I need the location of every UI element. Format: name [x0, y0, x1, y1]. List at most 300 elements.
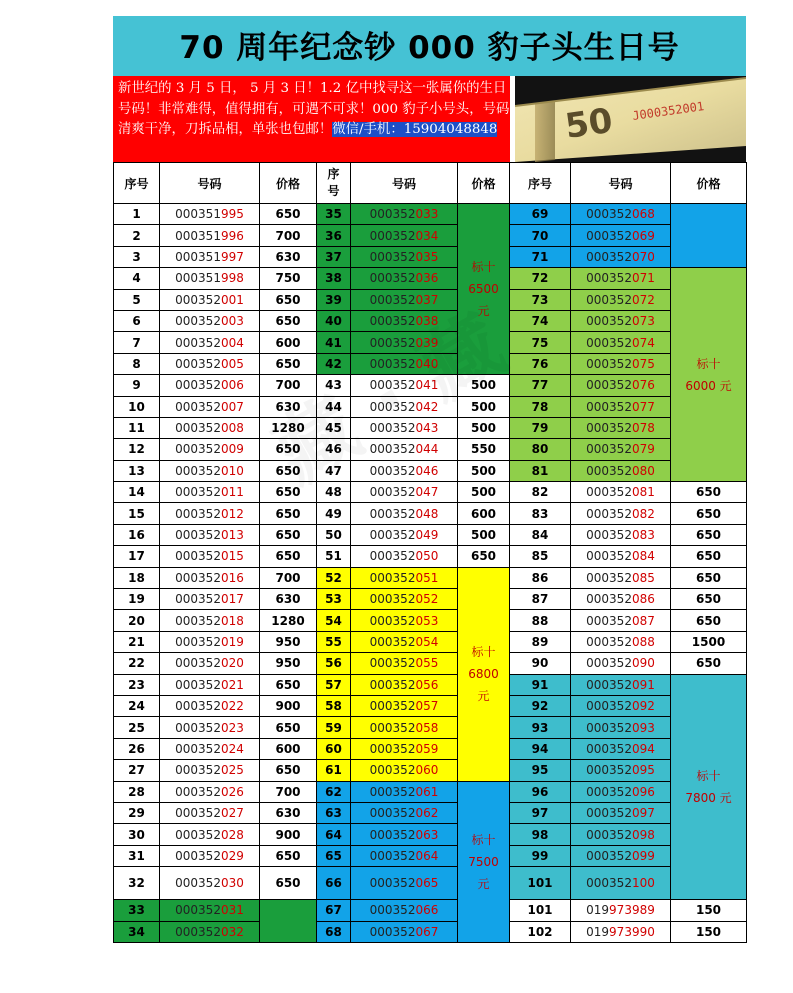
serial-suffix: 044: [415, 442, 439, 457]
serial-suffix: 093: [631, 720, 655, 735]
serial-number: [571, 546, 671, 567]
serial-number: [571, 310, 671, 331]
serial-number: [160, 867, 260, 900]
serial-index: 68: [317, 921, 351, 942]
unit-price: 500: [458, 460, 510, 481]
serial-index: 86: [510, 567, 571, 588]
lot-price: 标十 7800 元: [671, 674, 747, 900]
serial-prefix: 000352: [175, 827, 221, 842]
serial-suffix: 084: [631, 549, 655, 564]
serial-suffix: 075: [631, 356, 655, 371]
table-row: [114, 631, 747, 652]
table-row: [114, 396, 747, 417]
table-row: [114, 781, 747, 802]
unit-price: 650: [671, 546, 747, 567]
unit-price: 700: [260, 567, 317, 588]
serial-prefix: 000352: [175, 549, 221, 564]
serial-prefix: 000352: [175, 335, 221, 350]
unit-price: 700: [260, 781, 317, 802]
serial-index: 39: [317, 289, 351, 310]
serial-suffix: 057: [415, 699, 439, 714]
serial-prefix: 000352: [369, 271, 416, 286]
header-price-2: 价格: [458, 163, 510, 204]
serial-suffix: 067: [415, 924, 439, 939]
serial-prefix: 000352: [586, 763, 632, 778]
table-row: [114, 225, 747, 246]
serial-number: [160, 353, 260, 374]
serial-index: 83: [510, 503, 571, 524]
table-row: [114, 246, 747, 267]
serial-prefix: 000352: [369, 876, 416, 891]
serial-number: [571, 246, 671, 267]
unit-price: 1280: [260, 417, 317, 438]
serial-prefix: 000352: [175, 741, 221, 756]
serial-index: 51: [317, 546, 351, 567]
serial-prefix: 000352: [369, 635, 416, 649]
serial-prefix: 000352: [369, 356, 416, 371]
serial-index: 102: [510, 921, 571, 942]
serial-number: [351, 417, 458, 438]
serial-prefix: 000352: [586, 378, 632, 393]
lot-price: [260, 900, 317, 943]
serial-prefix: 000352: [369, 207, 416, 222]
serial-suffix: 056: [415, 677, 439, 692]
serial-suffix: 025: [220, 763, 244, 778]
serial-index: 18: [114, 567, 160, 588]
serial-suffix: 049: [415, 528, 439, 543]
table-row: [114, 802, 747, 823]
serial-prefix: 000352: [175, 485, 221, 500]
table-row: [114, 524, 747, 545]
serial-suffix: 052: [415, 592, 439, 607]
serial-index: 25: [114, 717, 160, 738]
serial-prefix: 000352: [175, 356, 221, 371]
unit-price: 630: [260, 396, 317, 417]
serial-prefix: 000352: [586, 506, 632, 521]
serial-index: 46: [317, 439, 351, 460]
serial-number: [160, 439, 260, 460]
serial-prefix: 000352: [586, 356, 632, 371]
serial-prefix: 000352: [586, 249, 632, 264]
serial-suffix: 001: [220, 292, 244, 307]
serial-suffix: 016: [220, 570, 244, 585]
serial-number: [160, 524, 260, 545]
serial-suffix: 024: [220, 741, 244, 756]
serial-number: [351, 524, 458, 545]
serial-number: [160, 246, 260, 267]
serial-suffix: 100: [631, 876, 655, 891]
serial-index: 41: [317, 332, 351, 353]
table-row: [114, 289, 747, 310]
serial-number: [351, 845, 458, 866]
serial-number: [351, 439, 458, 460]
serial-suffix: 082: [631, 506, 655, 521]
unit-price: 630: [260, 802, 317, 823]
serial-prefix: 000352: [175, 399, 221, 414]
serial-number: [571, 653, 671, 674]
serial-index: 84: [510, 524, 571, 545]
serial-prefix: 000352: [586, 421, 632, 436]
lot-price: [671, 204, 747, 268]
serial-index: 21: [114, 631, 160, 652]
serial-index: 53: [317, 589, 351, 610]
unit-price: 550: [458, 439, 510, 460]
lot-price: 标十 6500 元: [458, 204, 510, 375]
serial-number: [160, 204, 260, 225]
table-row: [114, 482, 747, 503]
serial-prefix: 000352: [369, 228, 416, 243]
serial-suffix: 031: [220, 903, 244, 918]
serial-number: [571, 589, 671, 610]
serial-suffix: 077: [631, 399, 655, 414]
serial-suffix: 028: [220, 827, 244, 842]
serial-number: [571, 268, 671, 289]
table-row: [114, 567, 747, 588]
serial-index: 17: [114, 546, 160, 567]
table-row: [114, 900, 747, 921]
serial-index: 65: [317, 845, 351, 866]
serial-number: [351, 717, 458, 738]
serial-prefix: 000352: [586, 848, 632, 863]
serial-suffix: 095: [631, 763, 655, 778]
serial-number: [351, 921, 458, 942]
serial-prefix: 000352: [369, 335, 416, 350]
serial-suffix: 085: [631, 570, 655, 585]
serial-suffix: 079: [631, 442, 655, 457]
serial-number: [571, 674, 671, 695]
serial-prefix: 000352: [175, 848, 221, 863]
serial-index: 40: [317, 310, 351, 331]
serial-suffix: 015: [220, 549, 244, 564]
serial-suffix: 096: [631, 784, 655, 799]
serial-number: [571, 567, 671, 588]
unit-price: 650: [260, 845, 317, 866]
serial-number: [351, 246, 458, 267]
serial-index: 42: [317, 353, 351, 374]
serial-index: 49: [317, 503, 351, 524]
unit-price: 650: [260, 310, 317, 331]
serial-number: [160, 760, 260, 781]
unit-price: 650: [260, 439, 317, 460]
serial-number: [351, 653, 458, 674]
serial-number: [160, 482, 260, 503]
serial-suffix: 030: [220, 876, 244, 891]
serial-index: 52: [317, 567, 351, 588]
serial-suffix: 065: [415, 876, 439, 891]
serial-number: [160, 921, 260, 942]
serial-prefix: 000352: [369, 485, 416, 500]
serial-prefix: 000352: [175, 903, 221, 918]
serial-index: 57: [317, 674, 351, 695]
serial-suffix: 074: [631, 335, 655, 350]
unit-price: 650: [260, 482, 317, 503]
serial-prefix: 000352: [586, 485, 632, 500]
serial-suffix: 091: [631, 677, 655, 692]
table-row: [114, 674, 747, 695]
serial-index: 90: [510, 653, 571, 674]
serial-number: [571, 289, 671, 310]
serial-prefix: 000352: [586, 314, 632, 329]
serial-prefix: 000352: [369, 463, 416, 478]
serial-number: [571, 845, 671, 866]
serial-number: [351, 460, 458, 481]
table-row: [114, 204, 747, 225]
serial-number: [571, 695, 671, 716]
serial-prefix: 000352: [175, 876, 221, 891]
serial-suffix: 021: [220, 677, 244, 692]
serial-prefix: 000352: [175, 292, 221, 307]
serial-index: 48: [317, 482, 351, 503]
unit-price: 600: [260, 738, 317, 759]
serial-suffix: 026: [220, 784, 244, 799]
serial-prefix: 000352: [369, 613, 416, 628]
serial-index: 31: [114, 845, 160, 866]
serial-number: [160, 503, 260, 524]
serial-index: 73: [510, 289, 571, 310]
serial-suffix: 081: [631, 485, 655, 500]
serial-suffix: 996: [220, 228, 244, 243]
serial-suffix: 087: [631, 613, 655, 628]
serial-prefix: 000352: [175, 314, 221, 329]
unit-price: 750: [260, 268, 317, 289]
header-seq-3: 序号: [510, 163, 571, 204]
serial-suffix: 043: [415, 421, 439, 436]
unit-price: 650: [671, 482, 747, 503]
serial-prefix: 000352: [586, 399, 632, 414]
serial-prefix: 000352: [369, 506, 416, 521]
serial-number: [160, 396, 260, 417]
serial-prefix: 000351: [175, 228, 221, 243]
serial-number: [160, 460, 260, 481]
serial-number: [351, 396, 458, 417]
serial-index: 85: [510, 546, 571, 567]
serial-suffix: 973989: [609, 903, 655, 918]
unit-price: 700: [260, 225, 317, 246]
serial-number: [571, 204, 671, 225]
serial-prefix: 000352: [369, 924, 416, 939]
serial-suffix: 012: [220, 506, 244, 521]
unit-price: 630: [260, 246, 317, 267]
serial-number: [160, 674, 260, 695]
serial-number: [160, 695, 260, 716]
serial-index: 14: [114, 482, 160, 503]
serial-index: 75: [510, 332, 571, 353]
serial-number: [351, 375, 458, 396]
serial-index: 3: [114, 246, 160, 267]
unit-price: 650: [260, 867, 317, 900]
serial-prefix: 000351: [175, 271, 221, 286]
serial-number: [351, 802, 458, 823]
table-row: [114, 738, 747, 759]
serial-suffix: 068: [631, 207, 655, 222]
serial-prefix: 000352: [369, 592, 416, 607]
table-row: [114, 417, 747, 438]
page-title: 70 周年纪念钞 000 豹子头生日号: [113, 16, 746, 76]
serial-prefix: 000352: [586, 335, 632, 350]
serial-suffix: 071: [631, 271, 655, 286]
serial-suffix: 973990: [609, 924, 655, 939]
unit-price: 650: [260, 524, 317, 545]
unit-price: 650: [671, 610, 747, 631]
serial-index: 101: [510, 900, 571, 921]
serial-index: 70: [510, 225, 571, 246]
serial-index: 5: [114, 289, 160, 310]
unit-price: 900: [260, 824, 317, 845]
serial-prefix: 000352: [586, 528, 632, 543]
serial-number: [571, 332, 671, 353]
notice-text: 新世纪的 3 月 5 日， 5 月 3 日！1.2 亿中找寻这一张属你的生日号码！非常难得，值得拥有，可遇不可求！000 豹子小号头，号码清爽干净，刀拆品相，单张也包邮！: [118, 81, 510, 137]
serial-index: 59: [317, 717, 351, 738]
table-row: [114, 760, 747, 781]
unit-price: 950: [260, 653, 317, 674]
serial-prefix: 000352: [586, 784, 632, 799]
serial-prefix: 000352: [586, 720, 632, 735]
serial-suffix: 035: [415, 249, 439, 264]
serial-prefix: 000352: [369, 442, 416, 457]
serial-suffix: 042: [415, 399, 439, 414]
serial-index: 79: [510, 417, 571, 438]
serial-suffix: 003: [220, 314, 244, 329]
serial-suffix: 041: [415, 378, 439, 393]
serial-suffix: 010: [220, 463, 244, 478]
serial-index: 32: [114, 867, 160, 900]
serial-index: 55: [317, 631, 351, 652]
serial-number: [351, 900, 458, 921]
serial-prefix: 000352: [586, 613, 632, 628]
serial-prefix: 000352: [369, 528, 416, 543]
serial-index: 71: [510, 246, 571, 267]
serial-index: 10: [114, 396, 160, 417]
serial-suffix: 061: [415, 784, 439, 799]
table-row: [114, 546, 747, 567]
serial-suffix: 080: [631, 463, 655, 478]
unit-price: 650: [260, 760, 317, 781]
serial-suffix: 997: [220, 249, 244, 264]
serial-index: 43: [317, 375, 351, 396]
serial-number: [351, 610, 458, 631]
serial-index: 15: [114, 503, 160, 524]
serial-number: [571, 375, 671, 396]
serial-prefix: 000352: [586, 570, 632, 585]
serial-prefix: 000352: [369, 421, 416, 436]
header-seq-2: 序 号: [317, 163, 351, 204]
serial-index: 96: [510, 781, 571, 802]
serial-number: [160, 417, 260, 438]
table-row: [114, 653, 747, 674]
serial-index: 28: [114, 781, 160, 802]
serial-prefix: 000352: [369, 677, 416, 692]
header-code-2: 号码: [351, 163, 458, 204]
unit-price: 900: [260, 695, 317, 716]
serial-index: 98: [510, 824, 571, 845]
serial-prefix: 000352: [586, 699, 632, 714]
serial-number: [571, 353, 671, 374]
sales-notice: [113, 76, 510, 162]
unit-price: 150: [671, 900, 747, 921]
serial-index: 36: [317, 225, 351, 246]
serial-prefix: 000352: [175, 421, 221, 436]
serial-number: [160, 332, 260, 353]
serial-number: [571, 900, 671, 921]
serial-suffix: 090: [631, 656, 655, 671]
serial-number: [160, 589, 260, 610]
serial-index: 92: [510, 695, 571, 716]
serial-suffix: 069: [631, 228, 655, 243]
serial-prefix: 000352: [586, 549, 632, 564]
serial-number: [160, 375, 260, 396]
header-seq-1: 序号: [114, 163, 160, 204]
unit-price: 650: [260, 289, 317, 310]
unit-price: 150: [671, 921, 747, 942]
serial-suffix: 998: [220, 271, 244, 286]
serial-suffix: 022: [220, 699, 244, 714]
table-row: [114, 921, 747, 942]
serial-index: 56: [317, 653, 351, 674]
serial-index: 87: [510, 589, 571, 610]
serial-suffix: 059: [415, 741, 439, 756]
serial-number: [571, 482, 671, 503]
serial-prefix: 000352: [175, 613, 221, 628]
serial-prefix: 000352: [175, 699, 221, 714]
serial-suffix: 058: [415, 720, 439, 735]
serial-index: 37: [317, 246, 351, 267]
header-code-3: 号码: [571, 163, 671, 204]
serial-prefix: 000352: [586, 271, 632, 286]
serial-number: [160, 310, 260, 331]
serial-prefix: 019: [586, 924, 610, 939]
serial-index: 30: [114, 824, 160, 845]
serial-index: 64: [317, 824, 351, 845]
serial-number: [571, 396, 671, 417]
serial-suffix: 027: [220, 806, 244, 821]
serial-prefix: 000352: [586, 656, 632, 671]
serial-number: [571, 503, 671, 524]
serial-number: [351, 204, 458, 225]
serial-prefix: 000352: [586, 463, 632, 478]
serial-number: [571, 610, 671, 631]
serial-number: [160, 845, 260, 866]
serial-prefix: 000352: [369, 292, 416, 307]
serial-number: [571, 417, 671, 438]
serial-number: [160, 289, 260, 310]
serial-suffix: 054: [415, 635, 439, 649]
serial-number: [160, 546, 260, 567]
serial-number: [351, 867, 458, 900]
serial-number: [571, 824, 671, 845]
serial-number: [160, 802, 260, 823]
serial-number: [160, 631, 260, 652]
serial-index: 13: [114, 460, 160, 481]
serial-number: [571, 524, 671, 545]
serial-prefix: 000352: [369, 903, 416, 918]
lot-price: 标十 7500 元: [458, 781, 510, 942]
serial-number: [160, 824, 260, 845]
serial-index: 63: [317, 802, 351, 823]
serial-suffix: 009: [220, 442, 244, 457]
serial-number: [160, 268, 260, 289]
serial-prefix: 000352: [175, 806, 221, 821]
serial-prefix: 000352: [586, 827, 632, 842]
table-row: [114, 439, 747, 460]
unit-price: 500: [458, 375, 510, 396]
serial-suffix: 078: [631, 421, 655, 436]
banknote-image: [515, 76, 746, 162]
serial-index: 12: [114, 439, 160, 460]
unit-price: 600: [260, 332, 317, 353]
serial-suffix: 086: [631, 592, 655, 607]
serial-index: 6: [114, 310, 160, 331]
serial-index: 19: [114, 589, 160, 610]
